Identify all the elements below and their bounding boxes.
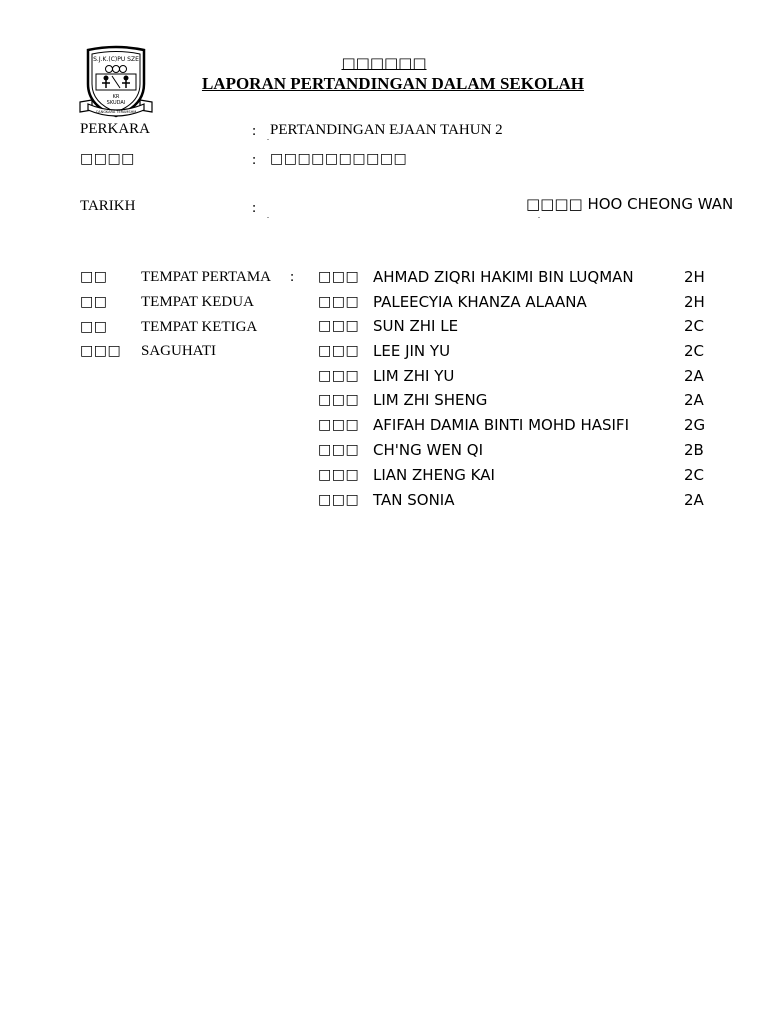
winner-class: 2C bbox=[684, 317, 705, 335]
perkara-value: PERTANDINGAN EJAAN TAHUN 2 bbox=[270, 122, 503, 138]
winner-cn-name: □□□ bbox=[318, 368, 360, 384]
winner-name: TAN SONIA bbox=[373, 491, 455, 509]
winner-class: 2H bbox=[684, 268, 705, 286]
svg-text:S.J.K.(C)PU SZE: S.J.K.(C)PU SZE bbox=[93, 56, 139, 63]
winner-class: 2G bbox=[684, 416, 706, 434]
tarikh-colon: : bbox=[252, 200, 257, 216]
field-marker: . bbox=[267, 211, 269, 220]
winner-cn-name: □□□ bbox=[318, 467, 360, 483]
category-label: TEMPAT KEDUA bbox=[141, 294, 254, 310]
winner-name: AFIFAH DAMIA BINTI MOHD HASIFI bbox=[373, 416, 629, 434]
winner-name: LIM ZHI SHENG bbox=[373, 391, 488, 409]
winner-cn-name: □□□ bbox=[318, 294, 360, 310]
winner-cn-name: □□□ bbox=[318, 392, 360, 408]
perkara-label: PERKARA bbox=[80, 121, 151, 137]
category-cn: □□ bbox=[80, 319, 108, 335]
winner-name: PALEECYIA KHANZA ALAANA bbox=[373, 293, 587, 311]
winner-name: LIAN ZHENG KAI bbox=[373, 466, 495, 484]
chinese-colon: : bbox=[252, 152, 257, 168]
category-cn: □□ bbox=[80, 294, 108, 310]
winner-name: SUN ZHI LE bbox=[373, 317, 459, 335]
chinese-value: □□□□□□□□□□ bbox=[270, 151, 408, 167]
category-cn: □□□ bbox=[80, 343, 122, 359]
perkara-colon: : bbox=[252, 123, 257, 139]
category-cn: □□ bbox=[80, 269, 108, 285]
winner-class: 2H bbox=[684, 293, 705, 311]
field-marker: . bbox=[538, 211, 540, 220]
winner-cn-name: □□□ bbox=[318, 343, 360, 359]
teacher-name: □□□□ HOO CHEONG WAN bbox=[526, 195, 734, 213]
field-marker: . bbox=[267, 133, 269, 142]
winner-cn-name: □□□ bbox=[318, 269, 360, 285]
winner-class: 2C bbox=[684, 466, 705, 484]
winner-cn-name: □□□ bbox=[318, 442, 360, 458]
winner-name: CH'NG WEN QI bbox=[373, 441, 484, 459]
category-label: TEMPAT KETIGA bbox=[141, 319, 258, 335]
winner-class: 2A bbox=[684, 391, 704, 409]
title-chinese: □□□□□□ bbox=[341, 54, 427, 72]
winner-name: AHMAD ZIQRI HAKIMI BIN LUQMAN bbox=[373, 268, 634, 286]
category-label: TEMPAT PERTAMA bbox=[141, 269, 272, 285]
winner-class: 2C bbox=[684, 342, 705, 360]
category-label: SAGUHATI bbox=[141, 343, 216, 359]
winner-class: 2B bbox=[684, 441, 704, 459]
page-title: LAPORAN PERTANDINGAN DALAM SEKOLAH bbox=[201, 74, 585, 93]
winner-name: LIM ZHI YU bbox=[373, 367, 455, 385]
winner-cn-name: □□□ bbox=[318, 417, 360, 433]
winner-name: LEE JIN YU bbox=[373, 342, 451, 360]
svg-text:CANGKARA TERAMSHM: CANGKARA TERAMSHM bbox=[95, 110, 137, 114]
winner-class: 2A bbox=[684, 367, 704, 385]
svg-text:SKUDAI: SKUDAI bbox=[106, 100, 126, 106]
winner-cn-name: □□□ bbox=[318, 318, 360, 334]
svg-text:KR: KR bbox=[112, 94, 120, 100]
category-colon: : bbox=[290, 269, 295, 285]
winner-class: 2A bbox=[684, 491, 704, 509]
tarikh-label: TARIKH bbox=[80, 198, 136, 214]
winner-cn-name: □□□ bbox=[318, 492, 360, 508]
chinese-label: □□□□ bbox=[80, 151, 135, 167]
